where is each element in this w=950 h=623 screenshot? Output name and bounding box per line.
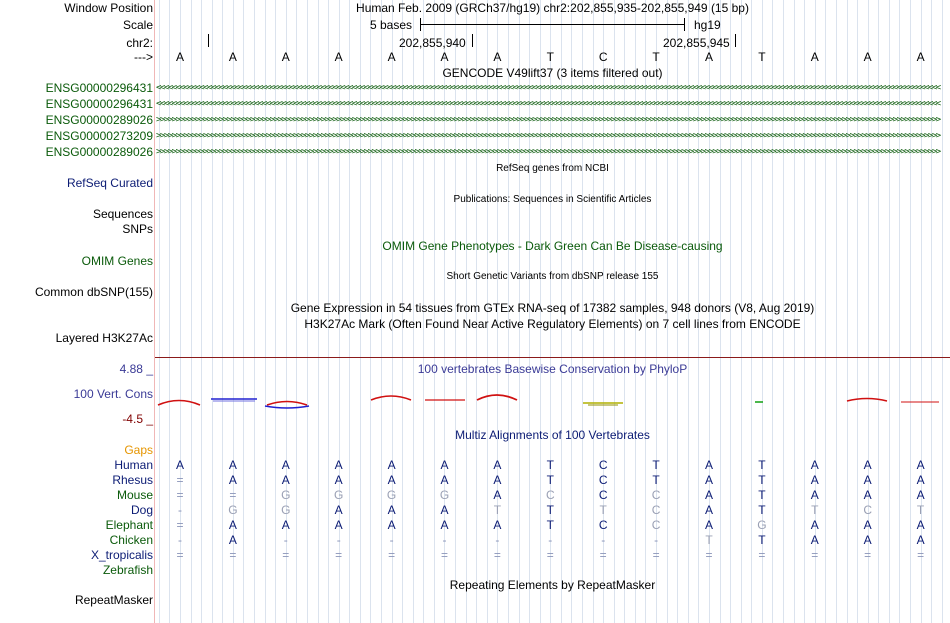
alignment-base: = [758, 548, 766, 562]
alignment-base: - [654, 533, 659, 547]
alignment-base: = [282, 548, 290, 562]
phylop-peak-14 [847, 399, 887, 402]
alignment-base: = [864, 548, 872, 562]
alignment-base: - [283, 533, 288, 547]
scale-assembly-label: hg19 [694, 18, 721, 32]
alignment-base: A [281, 518, 290, 532]
alignment-base: A [440, 458, 449, 472]
alignment-base: A [863, 518, 872, 532]
gencode-gene-label[interactable]: ENSG00000273209 [45, 129, 153, 143]
alignment-base: C [651, 503, 661, 517]
publications-label-snps[interactable]: SNPs [122, 222, 153, 236]
reference-base[interactable]: T [758, 50, 766, 64]
alignment-base: A [228, 458, 237, 472]
alignment-base: = [917, 548, 925, 562]
scale-bar [420, 24, 684, 25]
chrom-tick-label-2: 202,855,945 [663, 36, 730, 50]
phylop-track-title[interactable]: 100 vertebrates Basewise Conservation by PhyloP [417, 362, 688, 376]
alignment-base: A [281, 458, 290, 472]
reference-base[interactable]: T [652, 50, 660, 64]
gene-minus-strand-line[interactable]: <<<<<<<<<<<<<<<<<<<<<<<<<<<<<<<<<<<<<<<<<<<<<<<<<<<<<<<<<<<<<<<<<<<<<<<<<<<<<<<<<<<<<<<<<<<<<<<<<<<<<<<<<<<<<<<<<<<<<<<<<<<<<<<<<<<<<<<<<<<<<<<<<<<<<<<<<<<<<<<<<<<<<<<<<<<<<<<<<<<<<<<<<<<<<<<<<<<<<<<< [156, 83, 940, 93]
reference-base[interactable]: A [334, 50, 343, 64]
alignment-base: T [599, 503, 607, 517]
gencode-gene-label[interactable]: ENSG00000296431 [45, 97, 153, 111]
phylop-signal [155, 390, 950, 412]
alignment-base: A [228, 518, 237, 532]
alignment-base: T [546, 458, 554, 472]
alignment-base: A [334, 458, 343, 472]
alignment-base: A [704, 458, 713, 472]
reference-base[interactable]: C [598, 50, 608, 64]
gene-plus-strand-line[interactable]: >>>>>>>>>>>>>>>>>>>>>>>>>>>>>>>>>>>>>>>>>>>>>>>>>>>>>>>>>>>>>>>>>>>>>>>>>>>>>>>>>>>>>>>>>>>>>>>>>>>>>>>>>>>>>>>>>>>>>>>>>>>>>>>>>>>>>>>>>>>>>>>>>>>>>>>>>>>>>>>>>>>>>>>>>>>>>>>>>>>>>>>>>>>>>>>>>>>>>>>> [156, 131, 940, 141]
alignment-base: = [176, 548, 184, 562]
alignment-base: C [598, 488, 608, 502]
refseq-track-title[interactable]: RefSeq genes from NCBI [496, 163, 609, 174]
alignment-base: A [704, 518, 713, 532]
alignment-base: A [440, 503, 449, 517]
alignment-base: - [601, 533, 606, 547]
alignment-base: A [916, 533, 925, 547]
species-label[interactable]: Rhesus [112, 473, 153, 487]
chrom-label[interactable]: chr2: [126, 36, 153, 50]
alignment-base: T [758, 533, 766, 547]
reference-base[interactable]: A [493, 50, 502, 64]
species-label[interactable]: Chicken [109, 533, 153, 547]
alignment-base: A [916, 458, 925, 472]
alignment-base: A [334, 518, 343, 532]
alignment-base: - [178, 503, 182, 517]
alignment-base: A [916, 473, 925, 487]
alignment-base: G [334, 488, 344, 502]
scale-bar-right-tick [684, 18, 685, 31]
dbsnp-track-label[interactable]: Common dbSNP(155) [34, 285, 153, 299]
gencode-track-title[interactable]: GENCODE V49lift37 (3 items filtered out) [442, 66, 663, 80]
gtex-track-title[interactable]: Gene Expression in 54 tissues from GTEx RNA-seq of 17382 samples, 948 donors (V8, Aug 2019) [290, 301, 815, 315]
alignment-base: = [176, 473, 184, 487]
reference-base[interactable]: A [440, 50, 449, 64]
reference-base[interactable]: T [546, 50, 554, 64]
phylop-peak-5 [371, 396, 411, 400]
species-label[interactable]: X_tropicalis [90, 548, 153, 562]
h3k27ac-track-label[interactable]: Layered H3K27Ac [55, 331, 153, 345]
gene-plus-strand-line[interactable]: >>>>>>>>>>>>>>>>>>>>>>>>>>>>>>>>>>>>>>>>>>>>>>>>>>>>>>>>>>>>>>>>>>>>>>>>>>>>>>>>>>>>>>>>>>>>>>>>>>>>>>>>>>>>>>>>>>>>>>>>>>>>>>>>>>>>>>>>>>>>>>>>>>>>>>>>>>>>>>>>>>>>>>>>>>>>>>>>>>>>>>>>>>>>>>>>>>>>>>>> [156, 147, 940, 157]
alignment-base: = [705, 548, 713, 562]
alignment-base: A [387, 473, 396, 487]
alignment-base: = [652, 548, 660, 562]
reference-base[interactable]: A [175, 50, 184, 64]
gaps-track-label[interactable]: Gaps [124, 443, 153, 457]
publications-label-sequences[interactable]: Sequences [92, 207, 153, 221]
alignment-base: A [440, 518, 449, 532]
alignment-base: = [811, 548, 819, 562]
alignment-base: - [548, 533, 553, 547]
alignment-base: A [175, 458, 184, 472]
species-label[interactable]: Elephant [105, 518, 153, 532]
omim-track-title[interactable]: OMIM Gene Phenotypes - Dark Green Can Be Disease-causing [382, 239, 723, 253]
alignment-base: T [916, 503, 925, 517]
chrom-tick-label-1: 202,855,940 [399, 36, 466, 50]
species-label[interactable]: Mouse [116, 488, 153, 502]
alignment-base: A [863, 458, 872, 472]
phylop-track-label[interactable]: 100 Vert. Cons [73, 387, 153, 401]
alignment-base: A [810, 473, 819, 487]
h3k27ac-signal-line [155, 357, 950, 358]
alignment-base: - [495, 533, 500, 547]
alignment-base: A [704, 503, 713, 517]
chrom-tick-1 [472, 34, 473, 47]
alignment-base: A [334, 503, 343, 517]
reference-base[interactable]: A [916, 50, 925, 64]
alignment-base: A [493, 518, 502, 532]
reference-base[interactable]: A [281, 50, 290, 64]
alignment-base: C [598, 518, 608, 532]
omim-track-label[interactable]: OMIM Genes [81, 254, 153, 268]
alignment-base: T [546, 473, 554, 487]
alignment-base: = [335, 548, 343, 562]
scale-label[interactable]: Scale [122, 18, 153, 32]
alignment-base: T [758, 458, 766, 472]
alignment-base: A [334, 473, 343, 487]
scale-bases-label: 5 bases [370, 18, 413, 32]
alignment-base: = [176, 488, 184, 502]
alignment-base: C [545, 488, 555, 502]
alignment-base: G [281, 503, 291, 517]
alignment-base: A [387, 518, 396, 532]
multiz-track-title[interactable]: Multiz Alignments of 100 Vertebrates [455, 428, 650, 442]
alignment-base: A [228, 533, 237, 547]
alignment-base: - [178, 533, 182, 547]
alignment-base: C [651, 518, 661, 532]
phylop-peak-3 [267, 402, 307, 406]
reference-base[interactable]: A [863, 50, 872, 64]
alignment-base: C [651, 488, 661, 502]
alignment-base: A [493, 458, 502, 472]
gencode-gene-label[interactable]: ENSG00000296431 [45, 81, 153, 95]
alignment-base: = [388, 548, 396, 562]
alignment-base: T [546, 503, 554, 517]
gencode-gene-label[interactable]: ENSG00000289026 [45, 113, 153, 127]
repeatmasker-track-label[interactable]: RepeatMasker [74, 593, 153, 607]
phylop-peak-7 [477, 395, 517, 400]
alignment-base: A [810, 518, 819, 532]
alignment-base: A [863, 533, 872, 547]
gencode-gene-label[interactable]: ENSG00000289026 [45, 145, 153, 159]
phylop-max-label: 4.88 _ [119, 362, 153, 376]
alignment-base: T [546, 518, 554, 532]
alignment-base: A [916, 518, 925, 532]
alignment-base: A [863, 473, 872, 487]
alignment-base: G [281, 488, 291, 502]
alignment-base: = [599, 548, 607, 562]
alignment-base: A [228, 473, 237, 487]
alignment-base: C [863, 503, 873, 517]
alignment-base: A [704, 473, 713, 487]
alignment-base: A [863, 488, 872, 502]
alignment-base: G [439, 488, 450, 502]
alignment-base: C [598, 458, 608, 472]
alignment-base: A [916, 488, 925, 502]
alignment-base: = [440, 548, 448, 562]
window-position-text: Human Feb. 2009 (GRCh37/hg19) chr2:202,855,935-202,855,949 (15 bp) [356, 1, 749, 15]
refseq-track-label[interactable]: RefSeq Curated [66, 176, 153, 190]
alignment-base: - [336, 533, 341, 547]
alignment-base: = [493, 548, 501, 562]
species-label[interactable]: Human [114, 458, 153, 472]
gene-plus-strand-line[interactable]: >>>>>>>>>>>>>>>>>>>>>>>>>>>>>>>>>>>>>>>>>>>>>>>>>>>>>>>>>>>>>>>>>>>>>>>>>>>>>>>>>>>>>>>>>>>>>>>>>>>>>>>>>>>>>>>>>>>>>>>>>>>>>>>>>>>>>>>>>>>>>>>>>>>>>>>>>>>>>>>>>>>>>>>>>>>>>>>>>>>>>>>>>>>>>>>>>>>>>>>> [156, 115, 940, 125]
alignment-base: A [810, 458, 819, 472]
alignment-base: A [387, 503, 396, 517]
alignment-base: T [652, 473, 660, 487]
alignment-base: A [810, 533, 819, 547]
alignment-base: - [442, 533, 447, 547]
alignment-base: A [387, 458, 396, 472]
alignment-base: T [758, 503, 766, 517]
dbsnp-track-title[interactable]: Short Genetic Variants from dbSNP release 155 [446, 271, 659, 282]
chrom-tick-2 [735, 34, 736, 47]
gene-minus-strand-line[interactable]: <<<<<<<<<<<<<<<<<<<<<<<<<<<<<<<<<<<<<<<<<<<<<<<<<<<<<<<<<<<<<<<<<<<<<<<<<<<<<<<<<<<<<<<<<<<<<<<<<<<<<<<<<<<<<<<<<<<<<<<<<<<<<<<<<<<<<<<<<<<<<<<<<<<<<<<<<<<<<<<<<<<<<<<<<<<<<<<<<<<<<<<<<<<<<<<<<<<<<<<< [156, 99, 940, 109]
phylop-peak-1 [158, 401, 200, 406]
alignment-base: T [652, 458, 660, 472]
alignment-base: A [493, 473, 502, 487]
alignment-base: = [229, 548, 237, 562]
repeatmasker-track-title[interactable]: Repeating Elements by RepeatMasker [449, 578, 656, 592]
alignment-base: G [228, 503, 238, 517]
reference-base[interactable]: A [387, 50, 396, 64]
alignment-base: A [440, 473, 449, 487]
reference-base[interactable]: A [810, 50, 819, 64]
phylop-dip-3 [265, 406, 309, 408]
scale-bar-left-tick [420, 18, 421, 31]
alignment-base: A [704, 488, 713, 502]
strand-direction-label[interactable]: ---> [134, 50, 153, 64]
alignment-base: A [810, 488, 819, 502]
alignment-base: A [493, 488, 502, 502]
alignment-base: T [758, 473, 766, 487]
reference-base[interactable]: A [228, 50, 237, 64]
chrom-start-tick [208, 34, 209, 47]
window-position-label[interactable]: Window Position [64, 1, 153, 15]
reference-bases-row [0, 50, 950, 64]
alignment-base: A [281, 473, 290, 487]
alignment-base: T [705, 533, 713, 547]
reference-base[interactable]: A [704, 50, 713, 64]
h3k27ac-track-title[interactable]: H3K27Ac Mark (Often Found Near Active Regulatory Elements) on 7 cell lines from ENCODE [304, 317, 801, 331]
publications-track-title[interactable]: Publications: Sequences in Scientific Articles [453, 194, 652, 205]
species-label[interactable]: Zebrafish [102, 563, 153, 577]
alignment-base: G [386, 488, 397, 502]
alignment-base: G [757, 518, 767, 532]
alignment-base: = [229, 488, 237, 502]
alignment-base: T [811, 503, 819, 517]
alignment-base: = [176, 518, 184, 532]
alignment-base: T [758, 488, 766, 502]
alignment-base: - [389, 533, 394, 547]
alignment-base: T [493, 503, 502, 517]
alignment-base: = [546, 548, 554, 562]
alignment-base: C [598, 473, 608, 487]
species-label[interactable]: Dog [130, 503, 153, 517]
phylop-min-label: -4.5 _ [122, 412, 153, 426]
